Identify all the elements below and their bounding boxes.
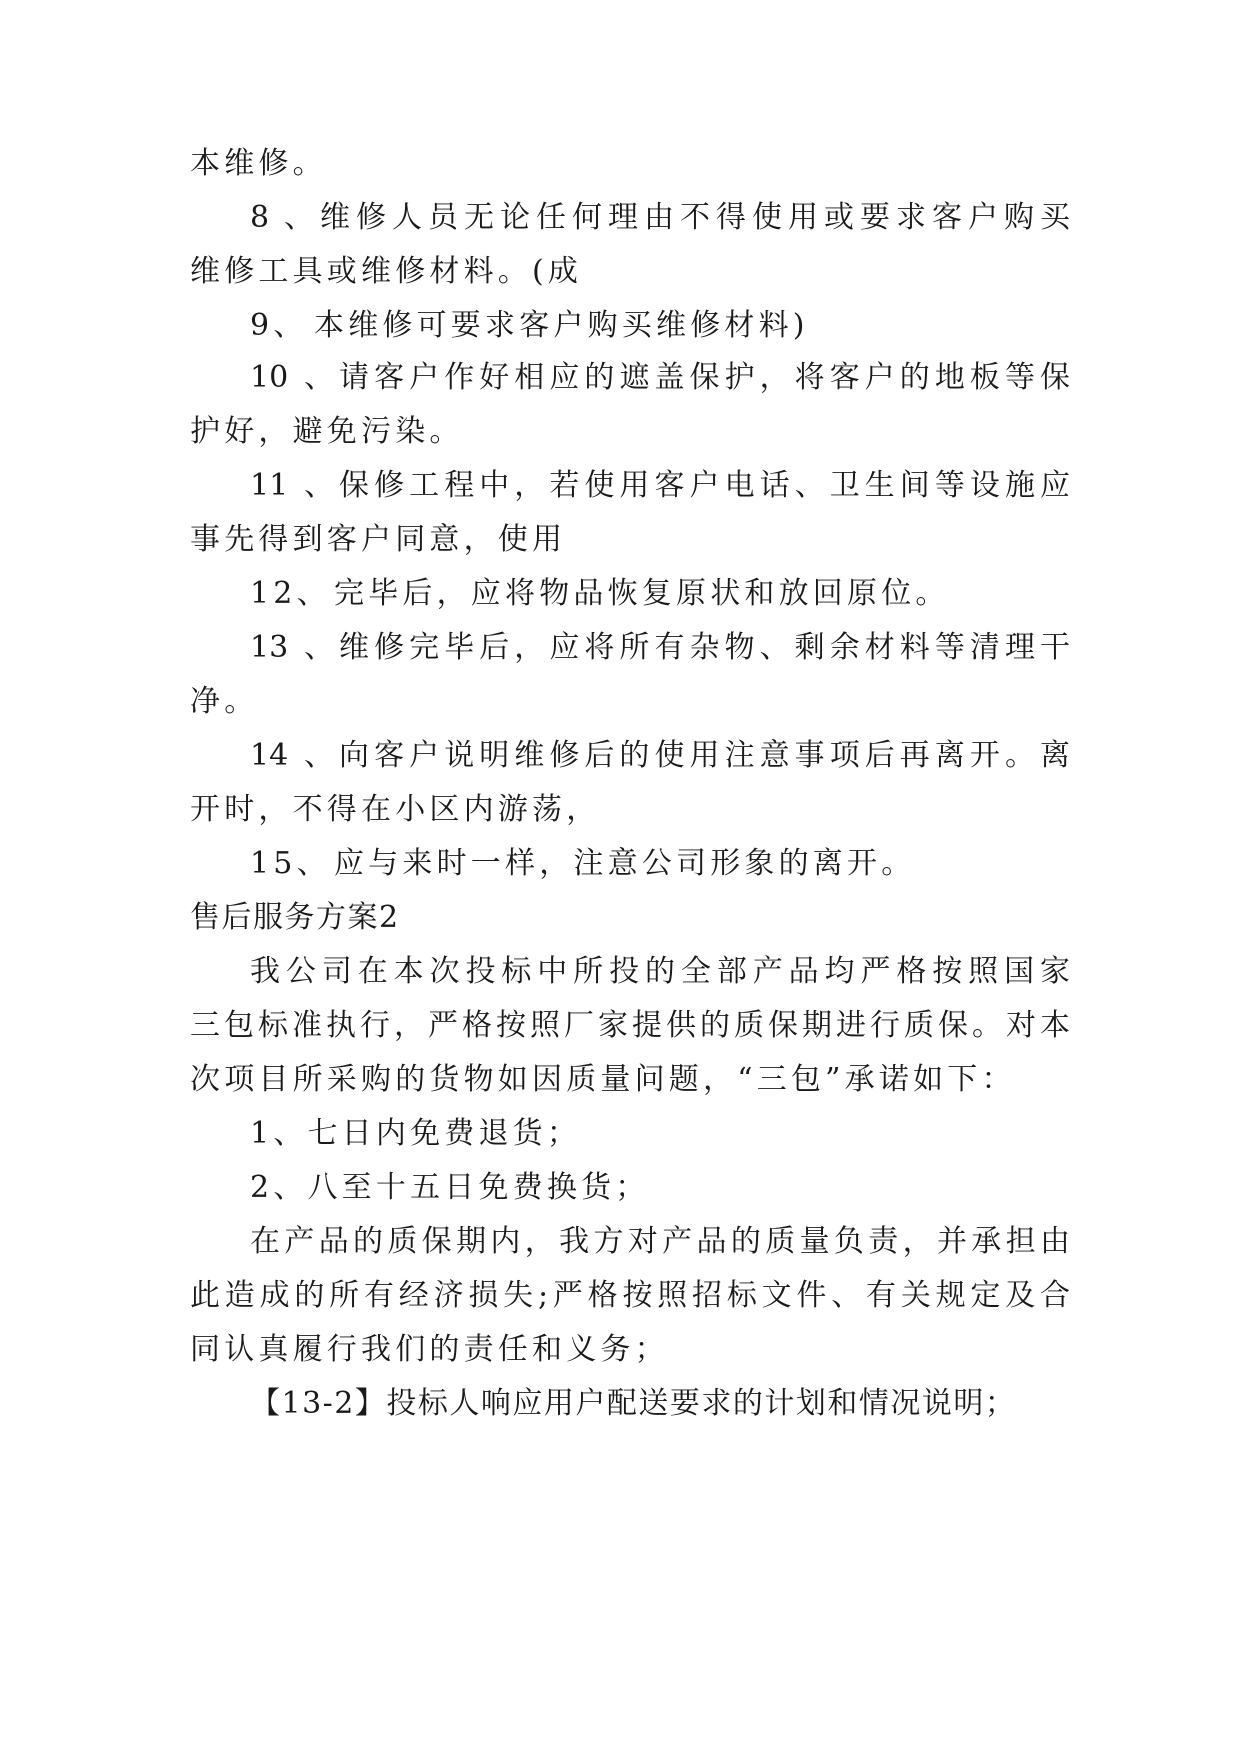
paragraph-line bbox=[190, 1276, 1070, 1316]
text-line bbox=[190, 252, 1070, 292]
heading-text: 售后服务方案2 bbox=[190, 900, 400, 935]
line-text: 本维修可要求客户购买维修材料) bbox=[314, 308, 809, 343]
line-text: 本维修。 bbox=[190, 146, 327, 181]
section-item-13-2 bbox=[250, 1384, 1070, 1424]
line-text: 净。 bbox=[190, 684, 259, 719]
item-number: 13、 bbox=[250, 630, 334, 665]
list-item-10 bbox=[250, 358, 1070, 398]
list-item-14 bbox=[250, 736, 1070, 776]
text-line bbox=[190, 520, 1070, 560]
paragraph-line bbox=[250, 952, 1070, 992]
list-item-11 bbox=[250, 466, 1070, 506]
line-text: 我公司在本次投标中所投的全部产品均严格按照国家 bbox=[250, 954, 1070, 989]
item-number: 15、 bbox=[250, 846, 331, 881]
line-text: 次项目所采购的货物如因质量问题，“三包”承诺如下： bbox=[190, 1062, 1016, 1097]
line-text: 2、八至十五日免费换货； bbox=[250, 1170, 650, 1205]
line-text: 保修工程中，若使用客户电话、卫生间等设施应 bbox=[334, 468, 1070, 503]
line-text: 护好，避免污染。 bbox=[190, 414, 464, 449]
item-number: 10、 bbox=[250, 360, 334, 395]
paragraph-line bbox=[190, 1060, 1070, 1100]
line-text: 同认真履行我们的责任和义务； bbox=[190, 1332, 669, 1367]
item-number: 8、 bbox=[250, 200, 314, 235]
list-item-12 bbox=[250, 574, 1070, 614]
text-line bbox=[190, 144, 1070, 184]
item-number: 11、 bbox=[250, 468, 334, 503]
line-text: 1、七日内免费退货； bbox=[250, 1116, 582, 1151]
paragraph-line bbox=[250, 1222, 1070, 1262]
item-number: 9、 bbox=[250, 308, 308, 343]
line-text: 开时，不得在小区内游荡， bbox=[190, 792, 601, 827]
list-item-15 bbox=[250, 844, 1070, 884]
line-text: 此造成的所有经济损失;严格按照招标文件、有关规定及合 bbox=[190, 1278, 1070, 1313]
item-number: 12、 bbox=[250, 576, 331, 611]
line-text: 在产品的质保期内，我方对产品的质量负责，并承担由 bbox=[250, 1224, 1070, 1259]
line-text: 维修工具或维修材料。(成 bbox=[190, 254, 583, 289]
line-text: 三包标准执行，严格按照厂家提供的质保期进行质保。对本 bbox=[190, 1008, 1070, 1043]
item-number: 14、 bbox=[250, 738, 334, 773]
line-text: 维修完毕后，应将所有杂物、剩余材料等清理干 bbox=[334, 630, 1070, 665]
list-item-1 bbox=[250, 1114, 1070, 1154]
line-text: 应与来时一样，注意公司形象的离开。 bbox=[334, 846, 916, 881]
text-line bbox=[190, 412, 1070, 452]
text-line bbox=[190, 790, 1070, 830]
list-item-9 bbox=[250, 306, 1070, 346]
line-text: 事先得到客户同意，使用 bbox=[190, 522, 567, 557]
line-text: 完毕后，应将物品恢复原状和放回原位。 bbox=[334, 576, 950, 611]
list-item-8 bbox=[250, 198, 1070, 238]
line-text: 请客户作好相应的遮盖保护，将客户的地板等保 bbox=[334, 360, 1070, 395]
paragraph-line bbox=[190, 1330, 1070, 1370]
line-text: 向客户说明维修后的使用注意事项后再离开。离 bbox=[334, 738, 1070, 773]
list-item-13 bbox=[250, 628, 1070, 668]
text-line bbox=[190, 682, 1070, 722]
line-text: 【13-2】投标人响应用户配送要求的计划和情况说明； bbox=[250, 1386, 1017, 1421]
paragraph-line bbox=[190, 1006, 1070, 1046]
line-text: 维修人员无论任何理由不得使用或要求客户购买 bbox=[314, 200, 1070, 235]
list-item-2 bbox=[250, 1168, 1070, 1208]
section-heading bbox=[190, 898, 1070, 938]
